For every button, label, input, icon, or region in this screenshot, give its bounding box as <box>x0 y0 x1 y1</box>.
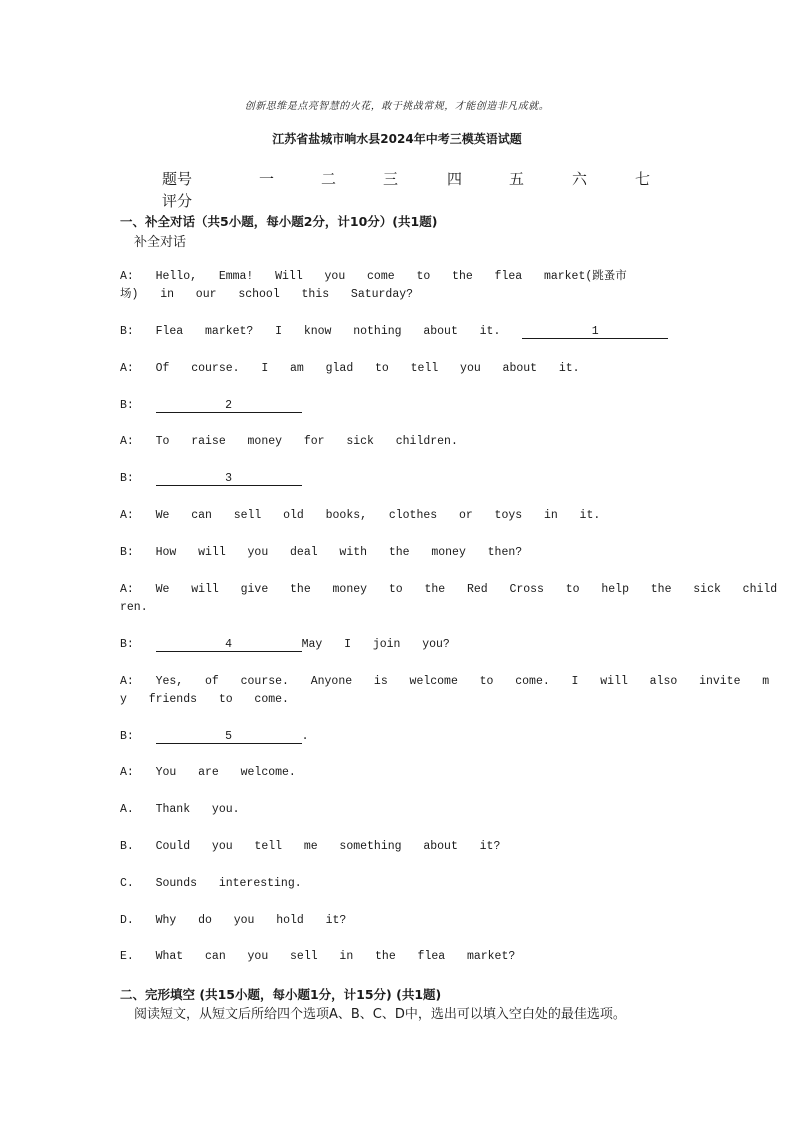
score-table-col-1: 一 <box>259 170 275 188</box>
dialogue-line <box>120 397 680 415</box>
answer-blank[interactable]: 4 <box>156 638 302 652</box>
dialogue-line <box>120 581 778 599</box>
section-2-heading: 二、完形填空 (共15小题，每小题1分，计15分) (共1题) <box>120 987 442 1002</box>
dialogue-text: E. What can you sell in the flea market? <box>120 950 516 963</box>
dialogue-line <box>120 801 680 819</box>
dialogue-text: A: You are welcome. <box>120 766 296 779</box>
motto-header: 创新思维是点亮智慧的火花，敢于挑战常规，才能创造非凡成就。 <box>244 101 550 112</box>
dialogue-text-after-blank: . <box>301 730 309 743</box>
answer-blank[interactable]: 2 <box>156 399 302 413</box>
dialogue-line <box>120 599 680 617</box>
dialogue-line <box>120 360 680 378</box>
dialogue-text: A. Thank you. <box>120 803 240 816</box>
dialogue-text: B: Flea market? I know nothing about it. <box>120 325 523 338</box>
answer-blank[interactable]: 1 <box>522 325 668 339</box>
score-table-col-7: 七 <box>635 170 651 188</box>
dialogue-line <box>120 764 680 782</box>
dialogue-text: A: Of course. I am glad to tell you about it. <box>120 362 580 375</box>
dialogue-line <box>120 544 680 562</box>
dialogue-text: A: To raise money for sick children. <box>120 435 458 448</box>
dialogue-line <box>120 673 770 691</box>
dialogue-line <box>120 470 680 488</box>
section-1-heading: 一、补全对话（共5小题，每小题2分，计10分）(共1题) <box>120 214 438 229</box>
dialogue-line <box>120 323 680 341</box>
page-title: 江苏省盐城市响水县2024年中考三模英语试题 <box>272 132 522 146</box>
score-table-header-row <box>162 168 662 190</box>
dialogue-text: D. Why do you hold it? <box>120 914 347 927</box>
dialogue-text-after-blank: May I join you? <box>301 638 450 651</box>
dialogue-line <box>120 507 680 525</box>
score-table-col-5: 五 <box>509 170 525 188</box>
score-table-header-label: 题号 <box>162 170 193 188</box>
dialogue-text: B: <box>120 399 156 412</box>
dialogue-line <box>120 433 680 451</box>
dialogue-text: A: Yes, of course. Anyone is welcome to come. I will also invite m <box>120 675 770 688</box>
dialogue-text: B: <box>120 730 156 743</box>
dialogue-line <box>120 838 680 856</box>
answer-blank[interactable]: 3 <box>156 472 302 486</box>
score-table-col-6: 六 <box>572 170 588 188</box>
dialogue-text: B. Could you tell me something about it? <box>120 840 501 853</box>
dialogue-line <box>120 268 680 286</box>
dialogue-text: B: <box>120 472 156 485</box>
score-table-row-label: 评分 <box>162 192 193 210</box>
dialogue-line <box>120 728 680 746</box>
dialogue-text: A: We will give the money to the Red Cross to help the sick child <box>120 583 778 596</box>
dialogue-text: B: How will you deal with the money then? <box>120 546 523 559</box>
section-2-instructions: 阅读短文，从短文后所给四个选项A、B、C、D中，选出可以填入空白处的最佳选项。 <box>134 1007 626 1022</box>
dialogue-line <box>120 875 680 893</box>
score-table-col-4: 四 <box>447 170 463 188</box>
section-1-subheading: 补全对话 <box>134 235 187 250</box>
dialogue-text: C. Sounds interesting. <box>120 877 302 890</box>
dialogue-line <box>120 948 680 966</box>
dialogue-line <box>120 912 680 930</box>
score-table-col-3: 三 <box>383 170 399 188</box>
score-table-col-2: 二 <box>321 170 337 188</box>
dialogue-text: y friends to come. <box>120 693 289 706</box>
dialogue-text: B: <box>120 638 156 651</box>
dialogue-text: ren. <box>120 601 148 614</box>
answer-blank[interactable]: 5 <box>156 730 302 744</box>
dialogue-text: 场) in our school this Saturday? <box>120 288 414 301</box>
dialogue-text: A: Hello, Emma! Will you come to the flea market(跳蚤市 <box>120 270 627 283</box>
dialogue-line <box>120 691 680 709</box>
dialogue-text: A: We can sell old books, clothes or toys in it. <box>120 509 601 522</box>
dialogue-line <box>120 636 680 654</box>
dialogue-line <box>120 286 680 304</box>
